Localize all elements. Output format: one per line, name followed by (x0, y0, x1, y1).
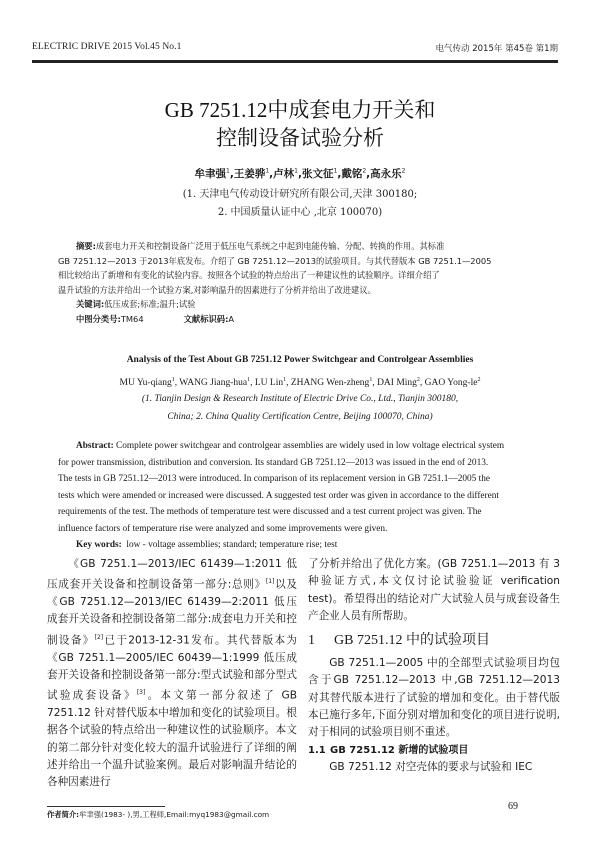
abstract-en-text: Complete power switchgear and controlgear assemblies are widely used in low voltage electrical system (116, 441, 505, 451)
author-name: 卢林 (273, 168, 295, 180)
footnote-rule (47, 806, 165, 807)
affiliation-en-2: China; 2. China Quality Certification Centre, Beijing 100070, China) (167, 412, 433, 422)
body-column-right (308, 556, 560, 776)
footnote-text: 牟聿强(1983- ),男,工程师,Email:myq1983@gmail.com (79, 810, 270, 819)
abstract-en-text: for power transmission, distribution and conversion. Its standard GB 7251.12—2013 was issued in the end of 2013. (58, 457, 489, 468)
author-name: 张文征 (302, 168, 334, 180)
author-name-en: LU Lin (254, 378, 284, 389)
author-name-en: DAI Ming (377, 378, 417, 389)
affil-mark: 1 (171, 377, 175, 383)
body-paragraph (47, 556, 297, 791)
abstract-en-text: tests which were amended or increased were discussed. A suggested test order was given in accordance to the different (58, 490, 500, 501)
author-name-en: ZHANG Wen-zheng (290, 378, 370, 389)
section-number: 1 (308, 633, 315, 649)
author-name: 王姜骅 (233, 168, 266, 180)
affil-mark: 1 (265, 167, 270, 175)
section-heading-1 (308, 631, 560, 651)
author-footnote (47, 810, 269, 820)
keywords-cn-text: 低压成套;标准;温升;试验 (104, 299, 196, 309)
body-paragraph: GB 7251.12 对空壳体的要求与试验和 IEC (329, 760, 533, 773)
author-name: 牟聿强 (194, 168, 227, 180)
affiliation-cn-1: (1. 天津电气传动设计研究所有限公司,天津 300180; (182, 189, 418, 200)
clc-label: 中图分类号: (76, 313, 121, 324)
affil-mark: 2 (416, 377, 420, 383)
doc-code-label: 文献标识码: (183, 313, 229, 324)
affil-mark: 2 (362, 167, 367, 175)
citation-ref[interactable]: [1] (265, 578, 275, 586)
journal-header-en: ELECTRIC DRIVE 2015 Vol.45 No.1 (32, 42, 182, 52)
section-title: GB 7251.12 中的试验项目 (334, 633, 490, 649)
abstract-cn (58, 239, 550, 326)
abstract-cn-text: 温升试验的方法并给出一个试验方案,对影响温升的因素进行了分析并给出了改进建议。 (58, 284, 376, 295)
page-number: 69 (508, 801, 518, 812)
abstract-en-text: The tests in GB 7251.12—2013 were introduced. In comparison of its replacement version in GB 7251.1—2005 the (58, 474, 490, 484)
abstract-en-text: requirements of the test. The methods of temperature test were discussed and a test current project was given. The (58, 507, 482, 517)
body-text: 以及《GB 7251.12—2013/IEC 61439—2:2011 低压成套开关设备和控制设备第二部分:成套电力开关和控制设备》 (47, 578, 297, 647)
author-name-en: GAO Yong-le (424, 378, 478, 389)
author-name-en: WANG Jiang-hua (179, 378, 248, 389)
english-title: Analysis of the Test About GB 7251.12 Power Switchgear and Controlgear Assemblies (126, 355, 474, 365)
keywords-en (58, 537, 550, 554)
author-name: 高永乐 (370, 168, 402, 180)
abstract-en-label: Abstract: (76, 441, 114, 451)
abstract-en (58, 438, 550, 554)
author-name-en: MU Yu-qiang (119, 378, 172, 389)
affil-mark: 1 (226, 167, 230, 175)
running-header (32, 42, 558, 56)
abstract-cn-text: 相比较给出了新增和有变化的试验内容。按照各个试验的特点给出了一种建议性的试验顺序。详细介绍了 (58, 270, 440, 280)
paper-title-line-2: 控制设备试验分析 (216, 126, 384, 150)
keywords-cn (58, 297, 550, 312)
abstract-en-text: influence factors of temperature rise were analyzed and some improvements were given. (58, 523, 388, 534)
body-text: 《GB 7251.1—2013/IEC 61439—1:2011 低压成套开关设备和控制设备第一部分:总则》 (47, 558, 297, 591)
clc-value: TM64 (120, 313, 144, 324)
keywords-cn-label: 关键词: (76, 299, 105, 309)
body-text: 已于2013-12-31发布。其代替版本为《GB 7251.1—2005/IEC 60439—1:1999 低压成套开关设备和控制设备第一部分:型式试验和部分型式试验成套设备》 (47, 634, 297, 702)
keywords-en-text: low - voltage assemblies; standard; temperature rise; test (126, 540, 338, 550)
affiliation-cn-2: 2. 中国质量认证中心 ,北京 100070) (217, 207, 383, 218)
affil-mark: 1 (247, 377, 251, 383)
subsection-title: GB 7251.12 新增的试验项目 (330, 744, 469, 756)
affil-mark: 1 (294, 167, 298, 175)
doc-code-value: A (228, 313, 235, 324)
citation-ref[interactable]: [2] (94, 633, 104, 641)
paper-title-line-1: GB 7251.12中成套电力开关和 (164, 98, 436, 122)
authors-en: MU Yu-qiang$^1$, WANG Jiang-hua$^1$, LU Lin$^1$, ZHANG Wen-zheng$^1$, DAI Ming$^2$, GAO Yong-$le^2$ (119, 377, 481, 389)
keywords-en-label: Key words: (76, 540, 122, 550)
affil-mark: 2 (401, 167, 406, 175)
abstract-cn-text: GB 7251.12—2013 于2013年底发布。介绍了 GB 7251.12—2013的试验项目。与其代替版本 GB 7251.1—2005 (58, 255, 492, 266)
affil-mark: 1 (283, 377, 287, 383)
abstract-cn-text: 成套电力开关和控制设备广泛用于低压电气系统之中起到电能传输、分配、转换的作用。其标准 (95, 241, 445, 251)
body-text: 。本文第一部分叙述了 GB 7251.12 针对替代版本中增加和变化的试验项目。根据各个试验的特点给出一种建议性的试验顺序。本文的第二部分针对变化较大的温升试验进行了详细的阐述并给出一个温升试验案例。最后对影响温升结论的各种因素进行 (47, 689, 298, 789)
affil-mark: 1 (333, 167, 338, 175)
header-rule (32, 60, 558, 63)
classification-line (58, 312, 550, 327)
body-paragraph: GB 7251.1—2005 中的全部型式试验项目均包含于GB 7251.12—2013 中,GB 7251.12—2013 对其替代版本进行了试验的增加和变化。由于替代版本已施行多年,下面分别对增加和变化的项目进行说明,对于相同的试验项目则不重述。 (308, 657, 560, 739)
body-column-left (47, 556, 297, 791)
subsection-number: 1.1 (308, 744, 326, 756)
journal-header-cn: 电气传动 2015年 第45卷 第1期 (435, 44, 558, 54)
affiliation-en-1: (1. Tianjin Design & Research Institute of Electric Drive Co., Ltd., Tianjin 300180, (141, 394, 459, 404)
affil-mark: 1 (369, 377, 373, 383)
footnote-label: 作者简介: (47, 810, 80, 819)
author-name: 戴铭 (341, 168, 363, 180)
affil-mark: 2 (477, 377, 481, 383)
citation-ref[interactable]: [3] (136, 689, 146, 697)
authors-cn: 牟聿强$^1$,王姜骅$^1$,卢林$^1$,张文征$^1$,戴铭$^2$,高永乐$^2$ (194, 167, 406, 180)
body-paragraph: 了分析并给出了优化方案。(GB 7251.1—2013 有 3 种验证方式,本文仅讨论试验验证 verification test)。希望得出的结论对广大试验人员与成套设备生产企业人员有所帮助。 (308, 558, 560, 622)
abstract-cn-label: 摘要: (76, 241, 96, 251)
subsection-heading-1-1 (308, 742, 560, 759)
